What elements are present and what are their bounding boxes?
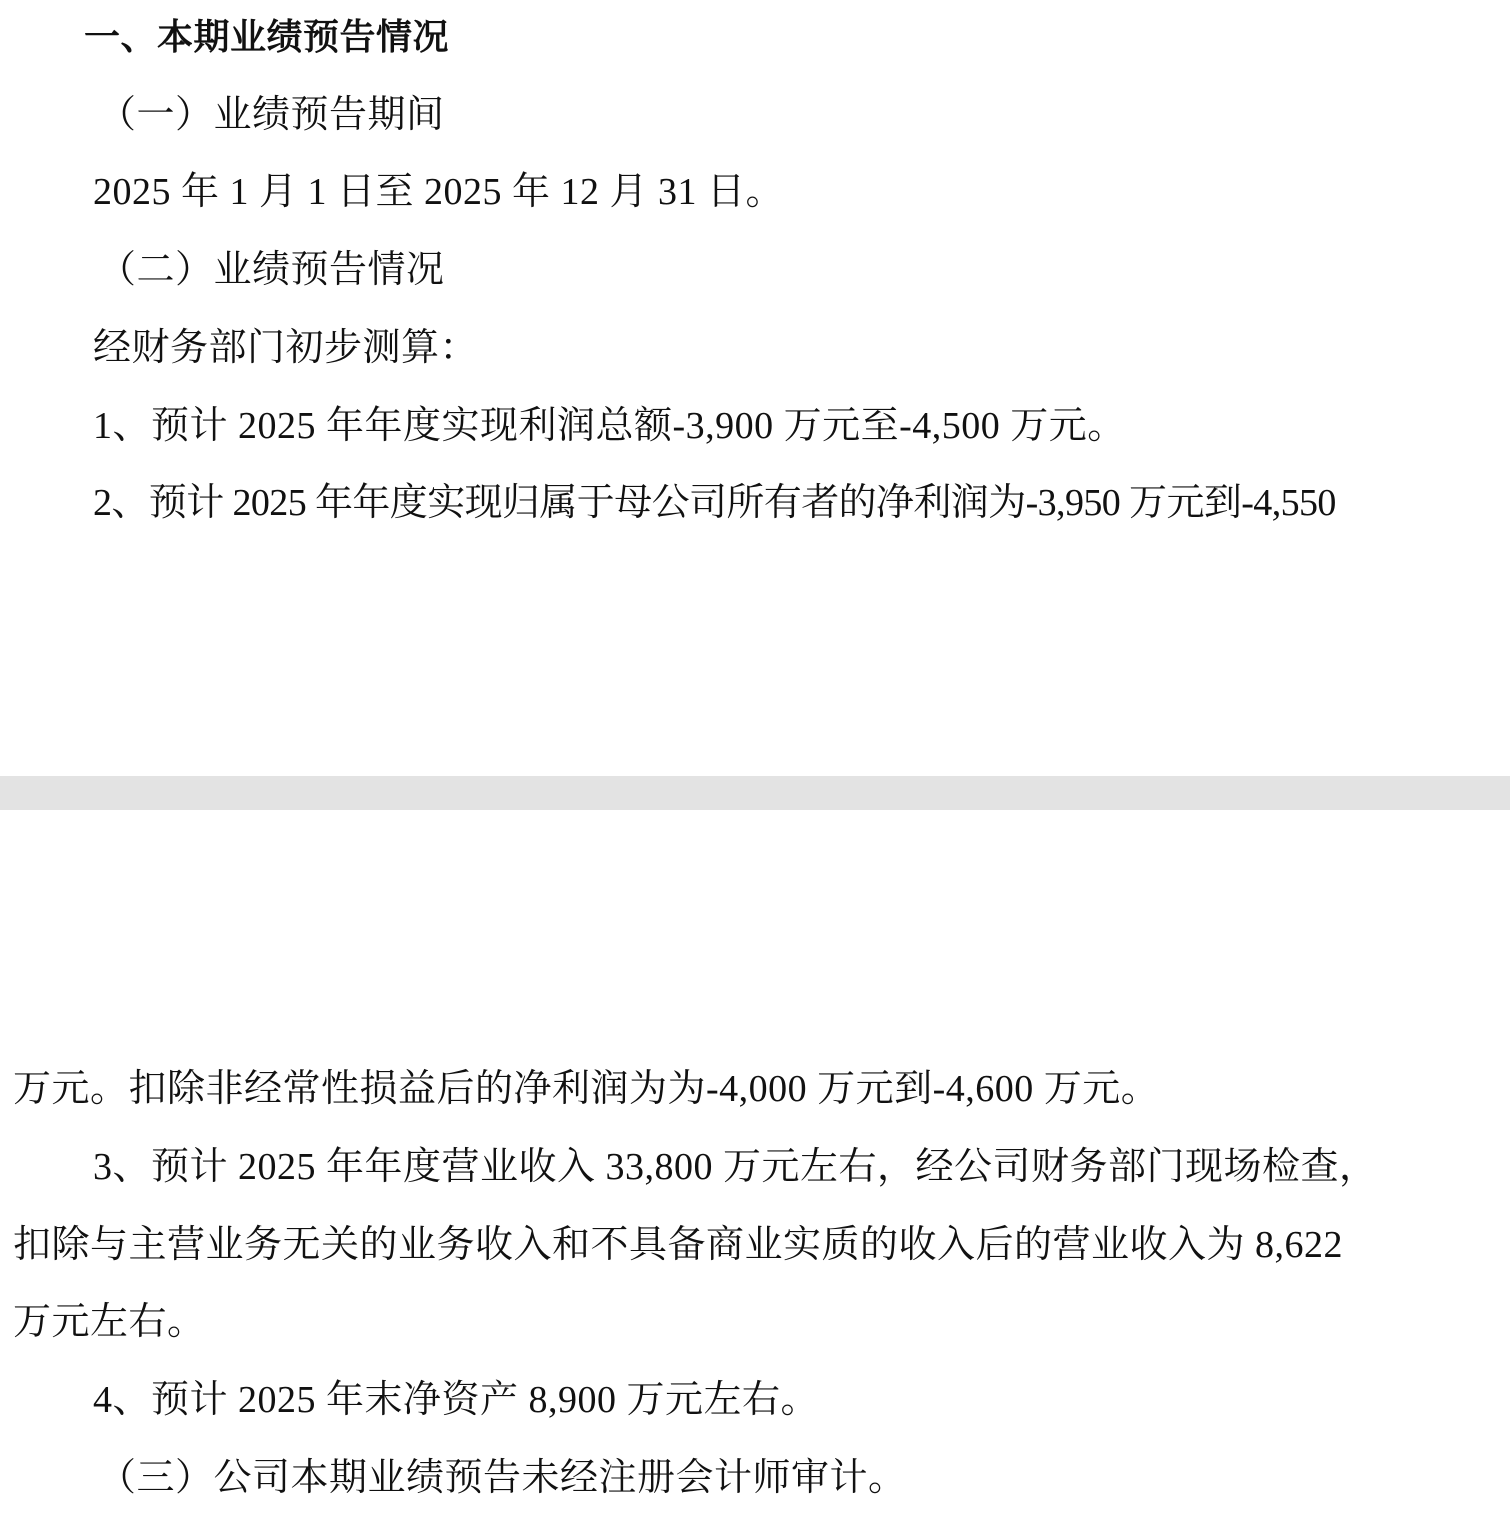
forecast-item-2-end: 万元。扣除非经常性损益后的净利润为为-4,000 万元到-4,600 万元。 xyxy=(13,1068,1160,1110)
forecast-subheading: （二）业绩预告情况 xyxy=(98,249,445,291)
audit-subheading: （三）公司本期业绩预告未经注册会计师审计。 xyxy=(98,1457,907,1499)
forecast-item-3-line-1: 3、预计 2025 年年度营业收入 33,800 万元左右，经公司财务部门现场检查， xyxy=(93,1146,1378,1188)
period-text: 2025 年 1 月 1 日至 2025 年 12 月 31 日。 xyxy=(93,171,785,213)
forecast-item-1: 1、预计 2025 年年度实现利润总额-3,900 万元至-4,500 万元。 xyxy=(93,405,1126,447)
document-page-bottom xyxy=(0,810,1510,1521)
forecast-intro: 经财务部门初步测算： xyxy=(93,327,479,369)
forecast-item-4: 4、预计 2025 年末净资产 8,900 万元左右。 xyxy=(93,1379,820,1421)
forecast-item-2-start: 2、预计 2025 年年度实现归属于母公司所有者的净利润为-3,950 万元到-4,550 xyxy=(93,482,1336,524)
forecast-item-3-line-3: 万元左右。 xyxy=(13,1301,206,1343)
forecast-item-3-line-2: 扣除与主营业务无关的业务收入和不具备商业实质的收入后的营业收入为 8,622 xyxy=(13,1224,1344,1266)
page-break-separator xyxy=(0,776,1510,810)
period-subheading: （一）业绩预告期间 xyxy=(98,94,445,136)
section-heading: 一、本期业绩预告情况 xyxy=(84,17,450,58)
